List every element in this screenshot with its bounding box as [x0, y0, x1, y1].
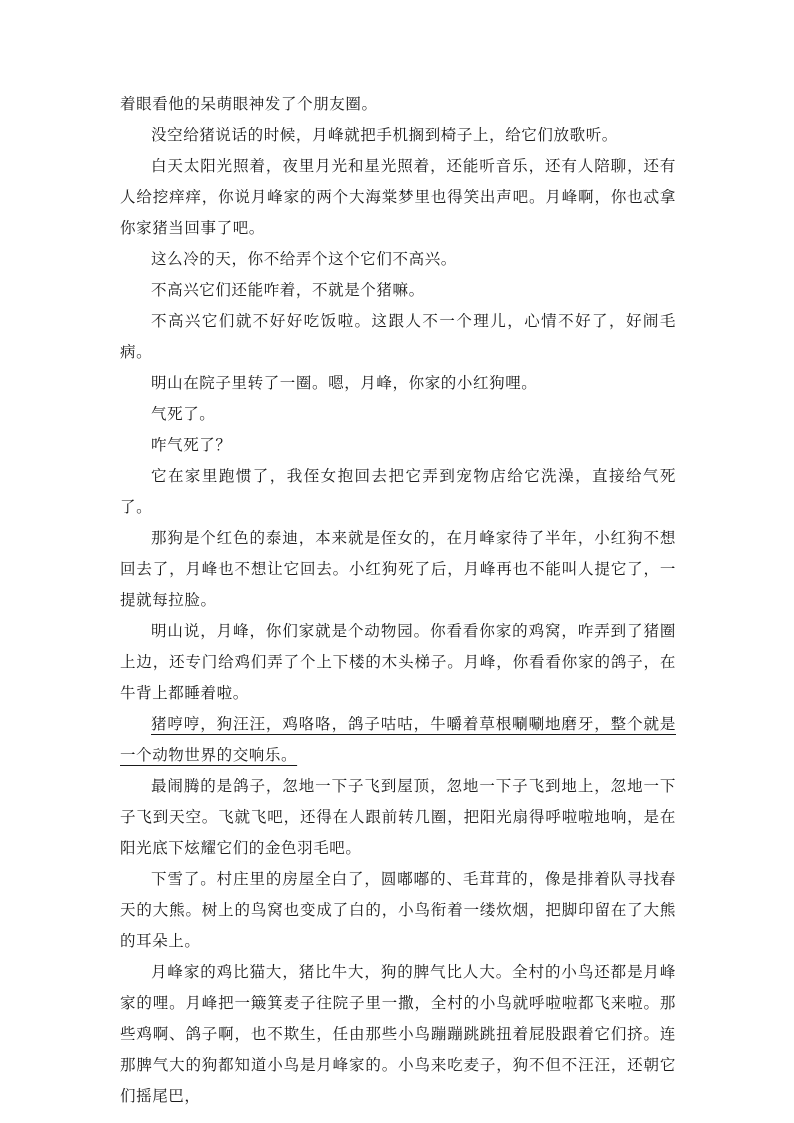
paragraph: 气死了。 — [151, 405, 216, 423]
paragraph: 咋气死了？ — [151, 436, 232, 454]
paragraph: 着眼看他的呆萌眼神发了个朋友圈。 — [120, 95, 378, 113]
paragraph: 明山说，月峰，你们家就是个动物园。你看看你家的鸡窝，咋弄到了猪圈上边，还专门给鸡们弄了个上下楼的木头梯子。月峰，你看看你家的鸽子，在牛背上都睡着啦。 — [120, 622, 676, 702]
paragraph: 白天太阳光照着，夜里月光和星光照着，还能听音乐，还有人陪聊，还有人给挖痒痒，你说月峰家的两个大海棠梦里也得笑出声吧。月峰啊，你也忒拿你家猪当回事了吧。 — [120, 157, 676, 237]
paragraph: 那狗是个红色的泰迪，本来就是侄女的，在月峰家待了半年，小红狗不想回去了，月峰也不想让它回去。小红狗死了后，月峰再也不能叫人提它了，一提就每拉脸。 — [120, 529, 676, 609]
paragraph: 这么冷的天，你不给弄个这个它们不高兴。 — [151, 250, 457, 268]
paragraph: 月峰家的鸡比猫大，猪比牛大，狗的脾气比人大。全村的小鸟还都是月峰家的哩。月峰把一簸箕麦子往院子里一撒，全村的小鸟就呼啦啦都飞来啦。那些鸡啊、鸽子啊，也不欺生，任由那些小鸟蹦蹦跳跳扭着屁股跟着它们挤。连那脾气大的狗都知道小鸟是月峰家的。小鸟来吃麦子，狗不但不汪汪，还朝它们摇尾巴， — [120, 963, 676, 1105]
paragraph: 最闹腾的是鸽子，忽地一下子飞到屋顶，忽地一下子飞到地上，忽地一下子飞到天空。飞就飞吧，还得在人跟前转几圈，把阳光扇得呼啦啦地响，是在阳光底下炫耀它们的金色羽毛吧。 — [120, 777, 676, 857]
underlined-passage: 猪哼哼，狗汪汪，鸡咯咯，鸽子咕咕，牛嚼着草根唰唰地磨牙，整个就是一个动物世界的交响乐。 — [120, 715, 676, 764]
paragraph-underlined — [120, 709, 676, 771]
paragraph: 下雪了。村庄里的房屋全白了，圆嘟嘟的、毛茸茸的，像是排着队寻找春天的大熊。树上的鸟窝也变成了白的，小鸟衔着一缕炊烟，把脚印留在了大熊的耳朵上。 — [120, 870, 676, 950]
paragraph: 它在家里跑惯了，我侄女抱回去把它弄到宠物店给它洗澡，直接给气死了。 — [120, 467, 676, 516]
paragraph: 明山在院子里转了一圈。嗯，月峰，你家的小红狗哩。 — [151, 374, 538, 392]
paragraph: 不高兴它们还能咋着，不就是个猪嘛。 — [151, 281, 425, 299]
body-text — [120, 89, 676, 1112]
paragraph: 不高兴它们就不好好吃饭啦。这跟人不一个理儿，心情不好了，好闹毛病。 — [120, 312, 676, 361]
paragraph: 没空给猪说话的时候，月峰就把手机搁到椅子上，给它们放歌听。 — [151, 126, 618, 144]
